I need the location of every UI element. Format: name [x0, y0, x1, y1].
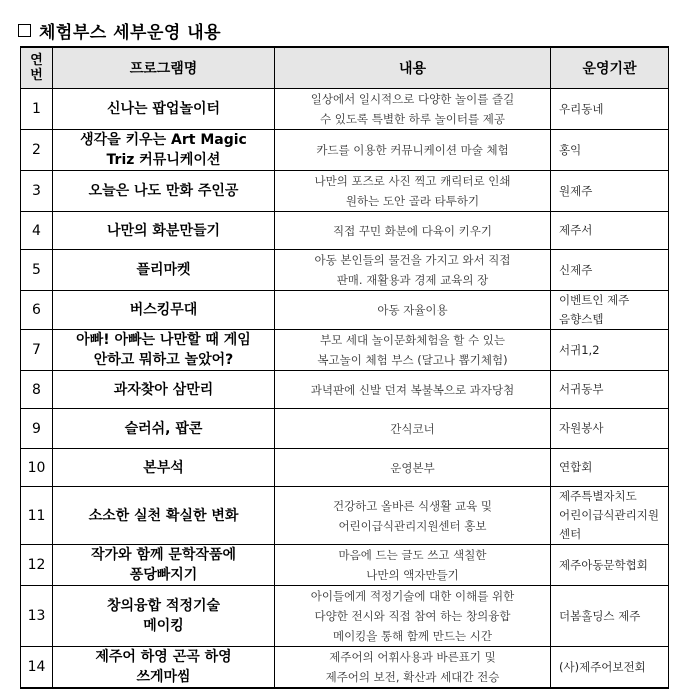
row-program-name: 나만의 화분만들기 [53, 212, 275, 250]
table-row [21, 250, 669, 291]
row-program-name: 오늘은 나도 만화 주인공 [53, 171, 275, 212]
row-program-name: 플리마켓 [53, 250, 275, 291]
row-organization: 더봄홀딩스 제주 [551, 586, 669, 647]
table-row [21, 647, 669, 689]
row-number: 10 [21, 449, 53, 487]
table-row [21, 449, 669, 487]
row-organization: 이벤트인 제주 음향스텝 [551, 291, 669, 330]
table-row [21, 586, 669, 647]
row-program-name: 창의융합 적정기술 메이킹 [53, 586, 275, 647]
table-row [21, 212, 669, 250]
row-organization: 제주아동문학협회 [551, 545, 669, 586]
header-number: 연 번 [21, 47, 53, 89]
table-row [21, 487, 669, 545]
row-organization: 신제주 [551, 250, 669, 291]
row-organization: 서귀동부 [551, 371, 669, 409]
row-program-name: 소소한 실천 확실한 변화 [53, 487, 275, 545]
row-content: 마음에 드는 글도 쓰고 색칠한 나만의 액자만들기 [275, 545, 551, 586]
row-program-name: 슬러쉬, 팝콘 [53, 409, 275, 449]
row-number: 8 [21, 371, 53, 409]
heading-text: 체험부스 세부운영 내용 [39, 22, 222, 43]
row-program-name: 본부석 [53, 449, 275, 487]
row-content: 일상에서 일시적으로 다양한 놀이를 즐길 수 있도록 특별한 하루 놀이터를 제공 [275, 89, 551, 130]
row-program-name: 버스킹무대 [53, 291, 275, 330]
table-row [21, 409, 669, 449]
row-number: 12 [21, 545, 53, 586]
checkbox-square-icon [18, 24, 31, 37]
header-organization: 운영기관 [551, 47, 669, 89]
row-number: 11 [21, 487, 53, 545]
table-row [21, 130, 669, 171]
row-program-name: 아빠! 아빠는 나만할 때 게임 안하고 뭐하고 놀았어? [53, 330, 275, 371]
row-content: 카드를 이용한 커뮤니케이션 마술 체험 [275, 130, 551, 171]
row-number: 14 [21, 647, 53, 689]
row-organization: 원제주 [551, 171, 669, 212]
row-number: 6 [21, 291, 53, 330]
row-organization: 연합회 [551, 449, 669, 487]
row-organization: 자원봉사 [551, 409, 669, 449]
row-number: 13 [21, 586, 53, 647]
row-organization: 서귀1,2 [551, 330, 669, 371]
row-content: 직접 꾸민 화분에 다육이 키우기 [275, 212, 551, 250]
row-program-name: 작가와 함께 문학작품에 퐁당빠지기 [53, 545, 275, 586]
table-row [21, 330, 669, 371]
row-content: 과녁판에 신발 던져 복불복으로 과자당첨 [275, 371, 551, 409]
row-content: 제주어의 어휘사용과 바른표기 및 제주어의 보전, 확산과 세대간 전승 [275, 647, 551, 689]
table-header-row [21, 47, 669, 89]
row-program-name: 과자찾아 삼만리 [53, 371, 275, 409]
header-program: 프로그램명 [53, 47, 275, 89]
row-content: 아이들에게 적정기술에 대한 이해를 위한 다양한 전시와 직접 참여 하는 창의융합 메이킹을 통해 함께 만드는 시간 [275, 586, 551, 647]
table-row [21, 171, 669, 212]
row-content: 건강하고 올바른 식생활 교육 및 어린이급식관리지원센터 홍보 [275, 487, 551, 545]
row-number: 7 [21, 330, 53, 371]
row-content: 아동 본인들의 물건을 가지고 와서 직접 판매. 재활용과 경제 교육의 장 [275, 250, 551, 291]
table-row [21, 291, 669, 330]
row-number: 5 [21, 250, 53, 291]
table-row [21, 89, 669, 130]
row-content: 간식코너 [275, 409, 551, 449]
row-content: 부모 세대 놀이문화체험을 할 수 있는 복고놀이 체험 부스 (달고나 뽑기체험) [275, 330, 551, 371]
booth-operation-table [20, 46, 669, 689]
row-number: 3 [21, 171, 53, 212]
row-content: 나만의 포즈로 사진 찍고 캐릭터로 인쇄 원하는 도안 골라 타투하기 [275, 171, 551, 212]
row-number: 9 [21, 409, 53, 449]
row-number: 4 [21, 212, 53, 250]
row-program-name: 제주어 하영 곤곡 하영 쓰게마씸 [53, 647, 275, 689]
row-organization: 우리동네 [551, 89, 669, 130]
row-organization: 제주특별자치도 어린이급식관리지원 센터 [551, 487, 669, 545]
row-organization: (사)제주어보전회 [551, 647, 669, 689]
table-row [21, 371, 669, 409]
row-content: 운영본부 [275, 449, 551, 487]
header-content: 내용 [275, 47, 551, 89]
section-heading [18, 16, 221, 44]
row-program-name: 생각을 키우는 Art Magic Triz 커뮤니케이션 [53, 130, 275, 171]
table-row [21, 545, 669, 586]
row-number: 1 [21, 89, 53, 130]
row-organization: 제주서 [551, 212, 669, 250]
row-number: 2 [21, 130, 53, 171]
row-program-name: 신나는 팝업놀이터 [53, 89, 275, 130]
row-content: 아동 자율이용 [275, 291, 551, 330]
row-organization: 홍익 [551, 130, 669, 171]
